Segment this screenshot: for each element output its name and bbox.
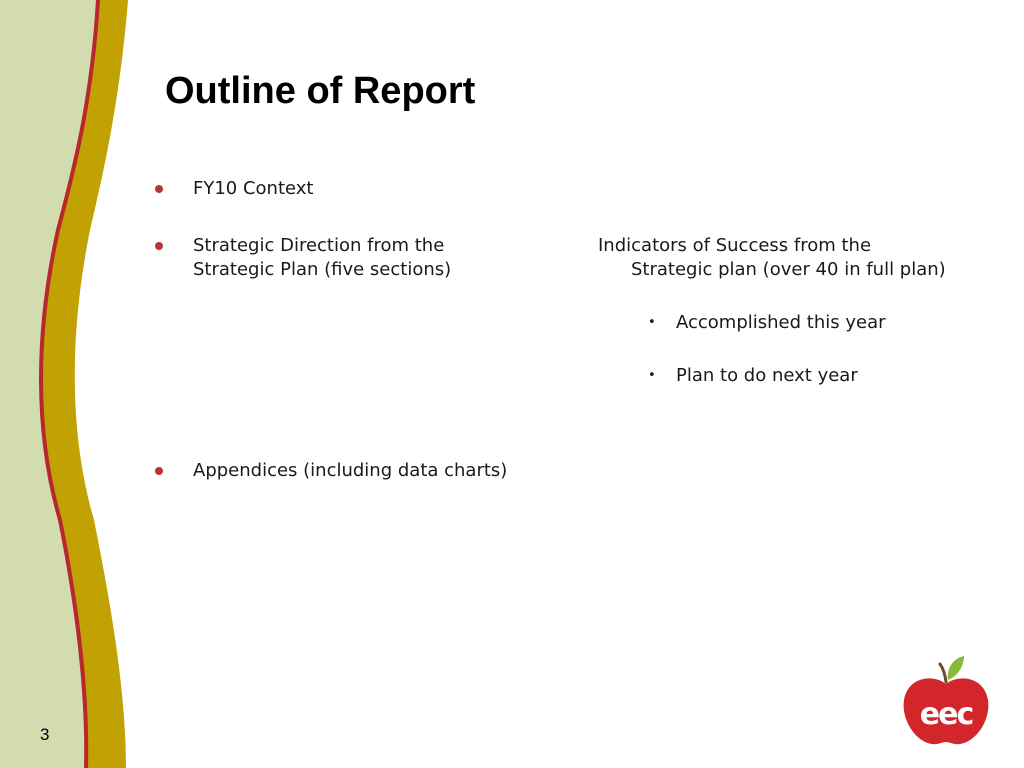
bullet-item xyxy=(155,459,515,483)
apple-leaf xyxy=(948,656,964,680)
bullet-text: Strategic Direction from the Strategic Plan (five sections) xyxy=(193,235,452,280)
apple-stem xyxy=(940,664,946,682)
sub-bullet-dot-icon: • xyxy=(648,368,656,383)
sub-bullet-item xyxy=(648,311,898,335)
bullet-dot-icon xyxy=(155,185,163,193)
page-number: 3 xyxy=(40,725,50,744)
logo-text: eec xyxy=(919,697,973,732)
eec-apple-logo-icon xyxy=(898,654,994,746)
decorative-side-wave xyxy=(0,0,140,768)
bullet-text: FY10 Context xyxy=(193,178,314,199)
bullet-dot-icon xyxy=(155,242,163,250)
bullet-item xyxy=(155,177,515,201)
sub-bullet-text: Plan to do next year xyxy=(676,365,858,386)
bullet-text: Appendices (including data charts) xyxy=(193,460,508,481)
bullet-dot-icon xyxy=(155,467,163,475)
slide-title: Outline of Report xyxy=(165,70,476,112)
indicators-heading: Indicators of Success from the Strategic plan (over 40 in full plan) xyxy=(598,235,946,280)
sub-bullet-text: Accomplished this year xyxy=(676,312,886,333)
sub-bullet-item xyxy=(648,364,898,388)
sub-bullet-dot-icon: • xyxy=(648,315,656,330)
bullet-item xyxy=(155,234,515,282)
